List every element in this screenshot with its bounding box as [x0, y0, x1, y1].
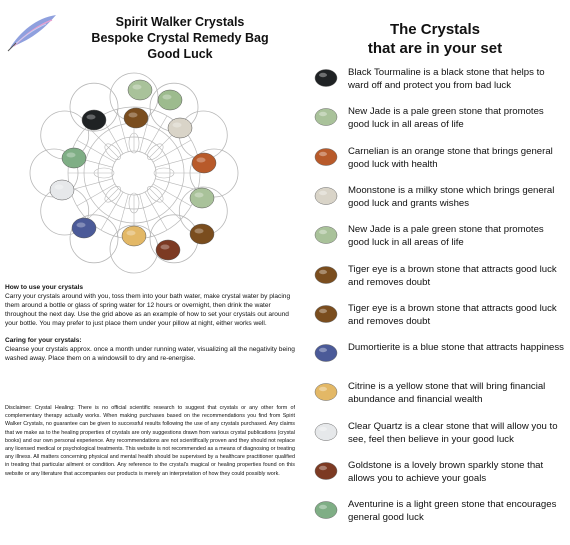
crystal-list-item: [300, 380, 570, 414]
right-panel: [300, 0, 570, 545]
crystal-stone-icon: [314, 461, 338, 481]
crystal-list-item: [300, 420, 570, 454]
caring-heading: Caring for your crystals:: [5, 337, 82, 344]
crystal-stone-icon: [314, 382, 338, 402]
grid-crystal-stone: [82, 110, 106, 130]
crystal-description: Goldstone is a lovely brown sparkly stone that allows you to achieve your goals: [348, 460, 544, 484]
crystal-list-item: [300, 459, 570, 493]
grid-stone-highlight: [197, 158, 206, 163]
grid-stone-highlight: [195, 229, 204, 234]
grid-crystal-stone: [158, 90, 182, 110]
grid-ring: [112, 151, 156, 195]
crystal-description: Clear Quartz is a clear stone that will allow you to see, feel then believe in your good luck: [348, 420, 558, 445]
crystal-description: Aventurine is a light green stone that encourages general good luck: [348, 499, 557, 524]
header-title: [60, 14, 300, 62]
set-name: Good Luck: [147, 47, 213, 61]
instructions-section: [5, 283, 295, 371]
grid-crystal-stone: [122, 226, 146, 246]
crystal-stone-icon: [314, 147, 338, 167]
grid-crystal-stone: [156, 240, 180, 260]
grid-crystal-stone: [192, 153, 216, 173]
grid-crystal-stone: [50, 180, 74, 200]
grid-stone-highlight: [173, 123, 182, 128]
caring-body: Cleanse your crystals approx. once a month under running water, visualizing all the negativity being washed away. Place them on a windowsill to dry and re-energise.: [5, 346, 295, 362]
grid-crystal-stone: [190, 224, 214, 244]
grid-stone-highlight: [161, 245, 170, 250]
crystal-description: Carnelian is an orange stone that brings general good luck with health: [348, 145, 553, 170]
crystal-list-item: [300, 341, 570, 375]
crystal-stone-icon: [314, 225, 338, 245]
how-to-heading: How to use your crystals: [5, 284, 84, 291]
grid-spoke: [101, 192, 123, 230]
grid-stone-highlight: [163, 95, 172, 100]
crystal-description: Moonstone is a milky stone which brings general good luck and grants wishes: [348, 184, 555, 209]
crystal-stone-icon: [314, 304, 338, 324]
grid-spoke: [87, 126, 118, 157]
grid-stone-highlight: [127, 231, 136, 236]
crystal-stone-icon: [314, 107, 338, 127]
how-to-body: Carry your crystals around with you, toss them into your bath water, make crystal water by placing them around a bottle or glass of spring water for 12 hours or overnight, then drink the water throughout the next day. Use the grid above as an example of how to set your crystals out around your bottle. You may prefer to just place them under your pillow at night, either works well.: [5, 293, 291, 327]
crystal-list-item: [300, 223, 570, 257]
crystal-list-item: [300, 498, 570, 532]
crystal-grid-diagram: [22, 70, 246, 276]
crystal-list-item: [300, 66, 570, 100]
crystal-list-item: [300, 302, 570, 336]
crystal-stone-icon: [314, 500, 338, 520]
crystal-stone-icon: [314, 186, 338, 206]
crystal-stone-icon: [314, 68, 338, 88]
crystals-title-line2: that are in your set: [367, 40, 503, 57]
brand-name: Spirit Walker Crystals: [115, 15, 245, 29]
crystals-title-line1: The Crystals: [389, 21, 481, 38]
grid-spoke: [145, 192, 167, 230]
crystal-list-item: [300, 145, 570, 179]
crystal-description: New Jade is a pale green stone that promotes good luck in all areas of life: [348, 224, 544, 249]
grid-crystal-stone: [128, 80, 152, 100]
grid-stone-highlight: [77, 223, 86, 228]
grid-spoke: [87, 189, 118, 220]
grid-crystal-stone: [72, 218, 96, 238]
grid-stone-highlight: [67, 153, 76, 158]
crystal-description: Tiger eye is a brown stone that attracts good luck and removes doubt: [348, 302, 557, 327]
disclaimer-text: Disclaimer: Crystal Healing: There is no official scientific research to suggest that crystals or any other form of complementary therapy actually works. When making purchases based on the recommendations you find from Spirit Walker Crystals, no guarantee can be given to successful results following the use of any crystals purchased. Any claims that we make as to the healing properties of crystals are only suggestions drawn from various crystal publications (crystal books) and our own personal experience. Any recommendations are not scientifically proven and they should not replace any licensed medical or psychological treatments. This website is not recommended as a means of diagnosing or treating any illness. All matters concerning physical and mental health should be supervised by a healthcare practitioner qualified in treating that particular ailment or condition. Any reference to the crystal's magical or healing properties found on this website or any literature that accompanies our products is merely an interpretation of how they could possibly work.: [5, 405, 295, 477]
crystal-description: Tiger eye is a brown stone that attracts good luck and removes doubt: [348, 263, 557, 288]
product-name: Bespoke Crystal Remedy Bag: [91, 31, 269, 45]
grid-stone-highlight: [87, 115, 96, 120]
crystal-description: New Jade is a pale green stone that promotes good luck in all areas of life: [348, 106, 544, 131]
grid-spoke: [145, 116, 167, 154]
grid-spoke: [150, 189, 181, 220]
crystal-stone-icon: [314, 343, 338, 363]
crystal-description: Black Tourmaline is a black stone that helps to ward off and protect you from bad luck: [348, 67, 545, 91]
grid-stone-highlight: [129, 113, 138, 118]
crystal-stone-icon: [314, 422, 338, 442]
grid-crystal-stone: [124, 108, 148, 128]
crystal-stone-icon: [314, 265, 338, 285]
grid-crystal-stone: [62, 148, 86, 168]
grid-crystal-stone: [168, 118, 192, 138]
crystals-title: [300, 20, 570, 58]
crystal-list-item: [300, 184, 570, 218]
crystal-list-item: [300, 105, 570, 139]
grid-stone-highlight: [195, 193, 204, 198]
grid-stone-highlight: [133, 85, 142, 90]
crystal-list-item: [300, 263, 570, 297]
grid-crystal-stone: [190, 188, 214, 208]
feather-logo-icon: [6, 12, 58, 52]
crystal-description: Citrine is a yellow stone that will bring financial abundance and financial wealth: [348, 381, 546, 406]
grid-stone-highlight: [55, 185, 64, 190]
crystal-description: Dumortierite is a blue stone that attracts happiness: [348, 342, 564, 354]
